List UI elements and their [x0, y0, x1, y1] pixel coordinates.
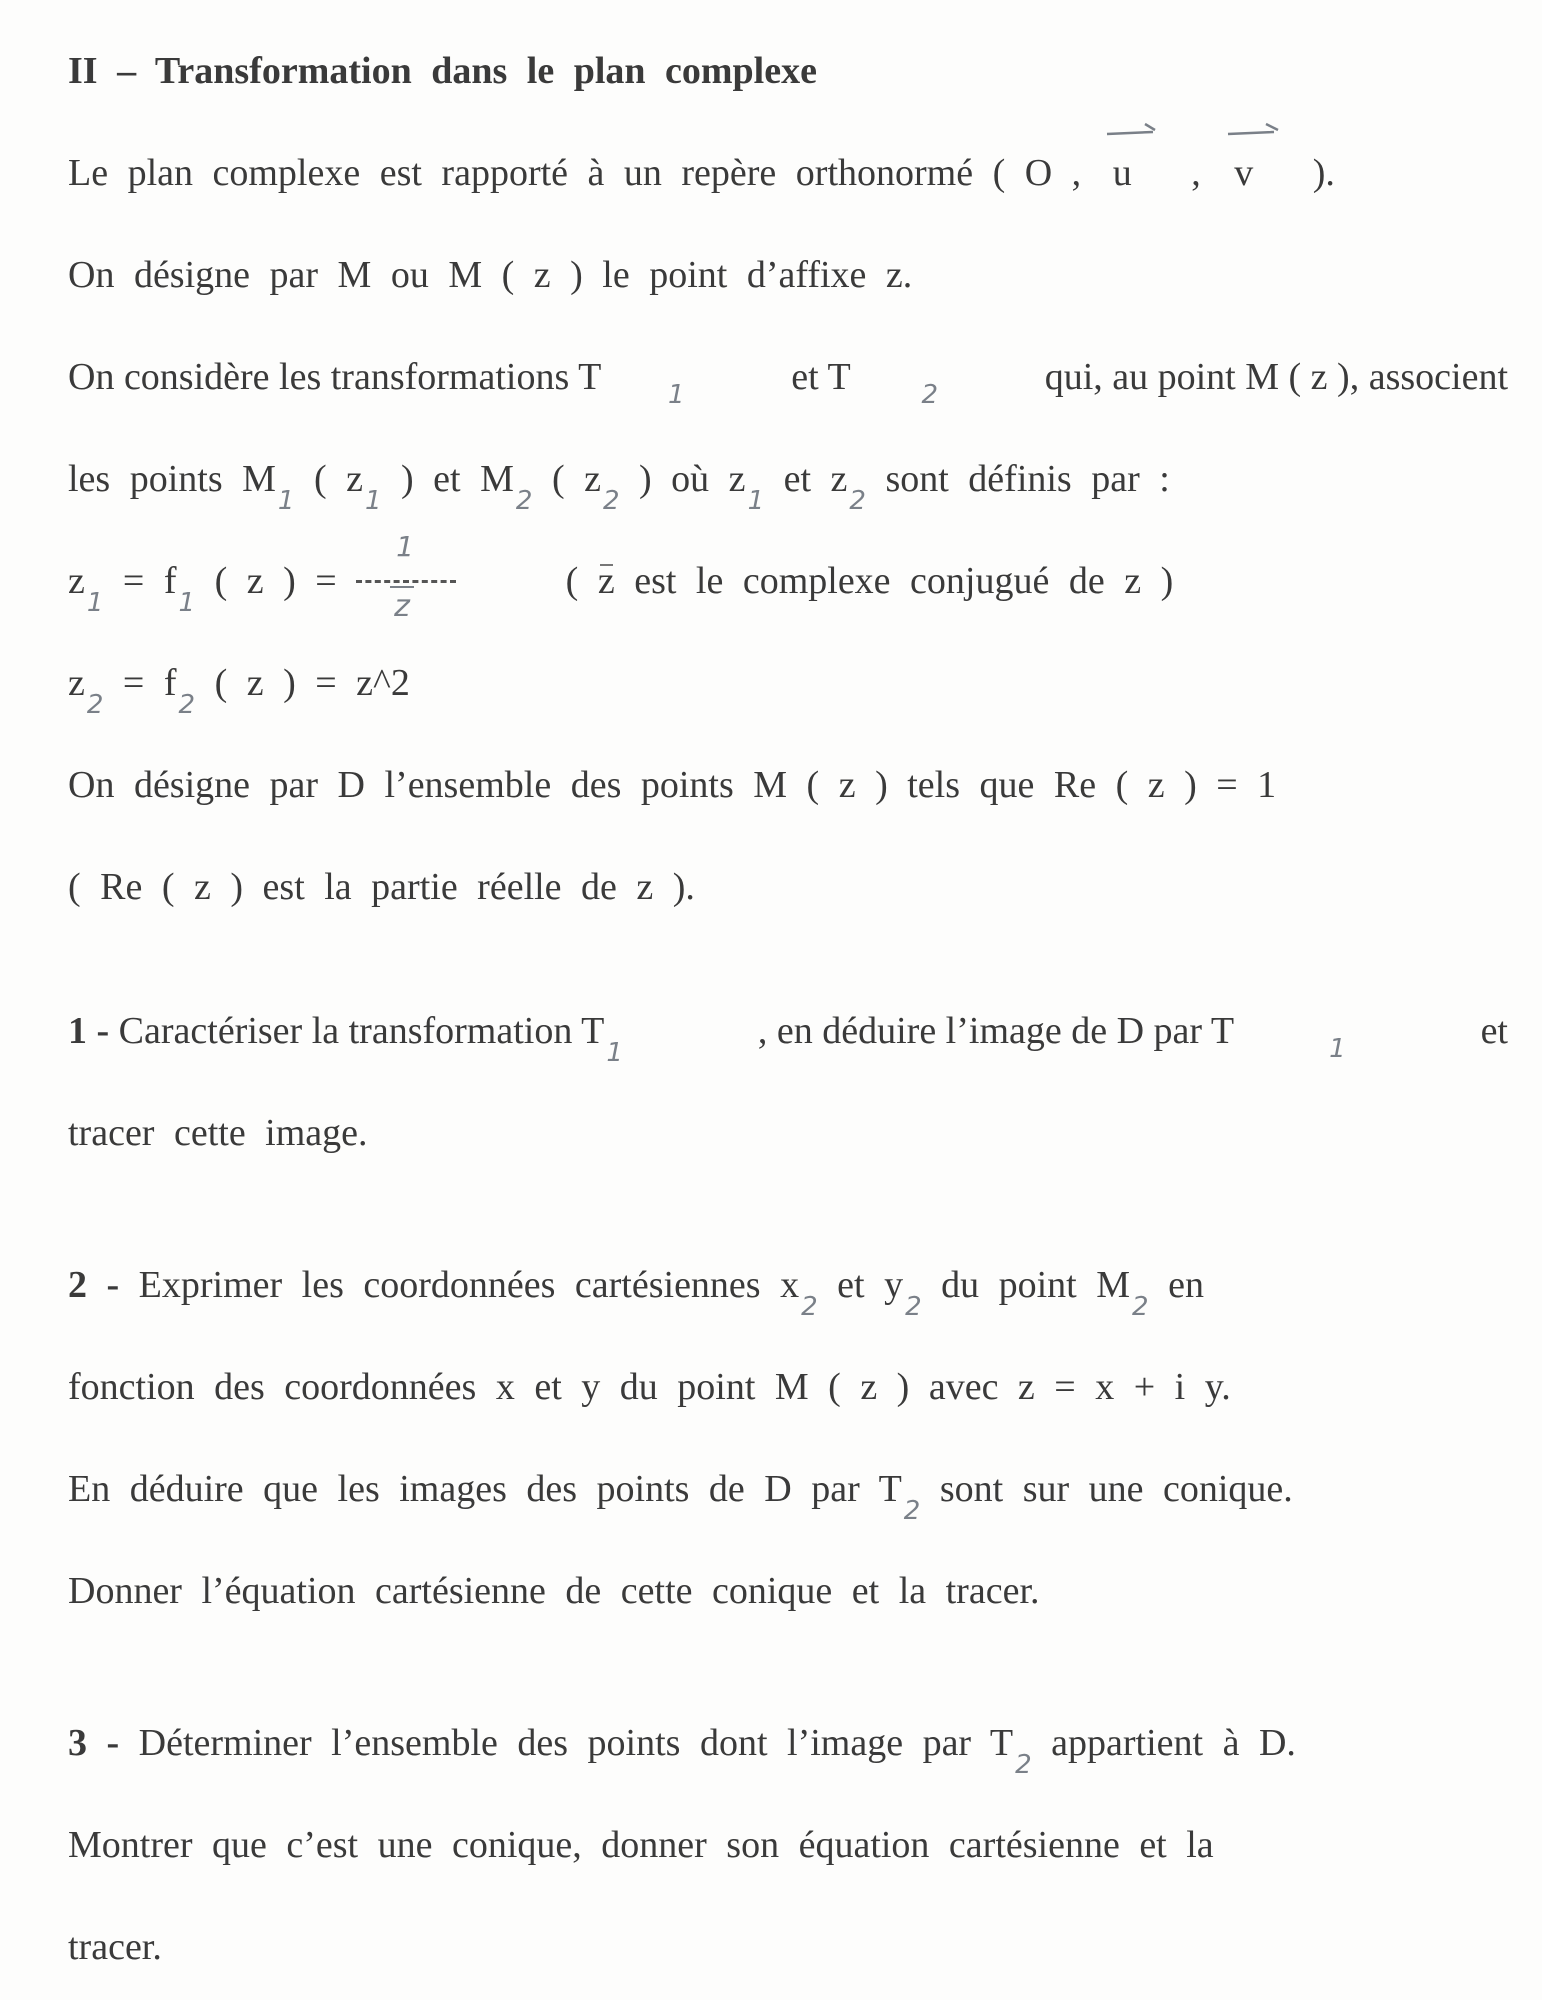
- section-title: II – Transformation dans le plan complexe: [68, 50, 817, 92]
- vector-arrow-icon: [1226, 120, 1286, 140]
- question-number: 1 -: [68, 1010, 110, 1052]
- fraction-numerator: 1: [396, 530, 414, 563]
- closing-paren: ).: [1312, 152, 1335, 194]
- question-1: 1 - Caractériser la transformation $T_1$ , en déduire l’image de D par T 1 et: [68, 1010, 1508, 1068]
- fraction: [356, 530, 466, 624]
- vector-u: u: [1113, 150, 1132, 196]
- intro-line-4: les points $M_1$ ( $z_1$ ) et $M_2$ ( $z_2$ ) où $z_1$ et $z_2$ sont définis par :: [68, 458, 1170, 516]
- question-3-line-2: Montrer que c’est une conique, donner son équation cartésienne et la: [68, 1824, 1214, 1866]
- fraction-denominator: z: [394, 589, 410, 624]
- intro-line-1: [68, 150, 1335, 196]
- formula-1: $z_1 = f_1$ ( z ) = $\frac{1}{z}$ ( z est le complexe conjugué de z ): [68, 558, 1173, 608]
- question-3: 3 - Déterminer l’ensemble des points dont l’image par $T_2$ appartient à D.: [68, 1722, 1296, 1780]
- vector-v: v: [1234, 150, 1253, 196]
- question-2-line-3: En déduire que les images des points de D par $T_2$ sont sur une conique.: [68, 1468, 1293, 1526]
- question-2-line-2: fonction des coordonnées x et y du point M ( z ) avec z = x + i y.: [68, 1366, 1231, 1408]
- question-number: 3 -: [68, 1722, 120, 1764]
- question-3-line-3: tracer.: [68, 1926, 162, 1968]
- definition-D-line-2: ( Re ( z ) est la partie réelle de z ).: [68, 866, 695, 908]
- conjugate-note: ( z est le complexe conjugué de z ): [565, 560, 1174, 602]
- intro-text: Le plan complexe est rapporté à un repère orthonormé ( O ,: [68, 152, 1082, 194]
- vector-arrow-icon: [1105, 120, 1165, 140]
- definition-D-line-1: On désigne par D l’ensemble des points M ( z ) tels que Re ( z ) = 1: [68, 764, 1277, 806]
- question-2-line-4: Donner l’équation cartésienne de cette conique et la tracer.: [68, 1570, 1040, 1612]
- question-2: 2 - Exprimer les coordonnées cartésiennes $x_2$ et $y_2$ du point $M_2$ en: [68, 1264, 1204, 1322]
- separator: ,: [1191, 152, 1201, 194]
- intro-line-2: On désigne par M ou M ( z ) le point d’affixe z.: [68, 254, 913, 296]
- intro-line-3: On considère les transformations T 1 et T 2 qui, au point M ( z ), associent: [68, 356, 1508, 410]
- fraction-bar: [356, 580, 456, 583]
- question-number: 2 -: [68, 1264, 120, 1306]
- formula-2: $z_2 = f_2$ ( z ) = z^2: [68, 662, 410, 720]
- question-1-line-2: tracer cette image.: [68, 1112, 368, 1154]
